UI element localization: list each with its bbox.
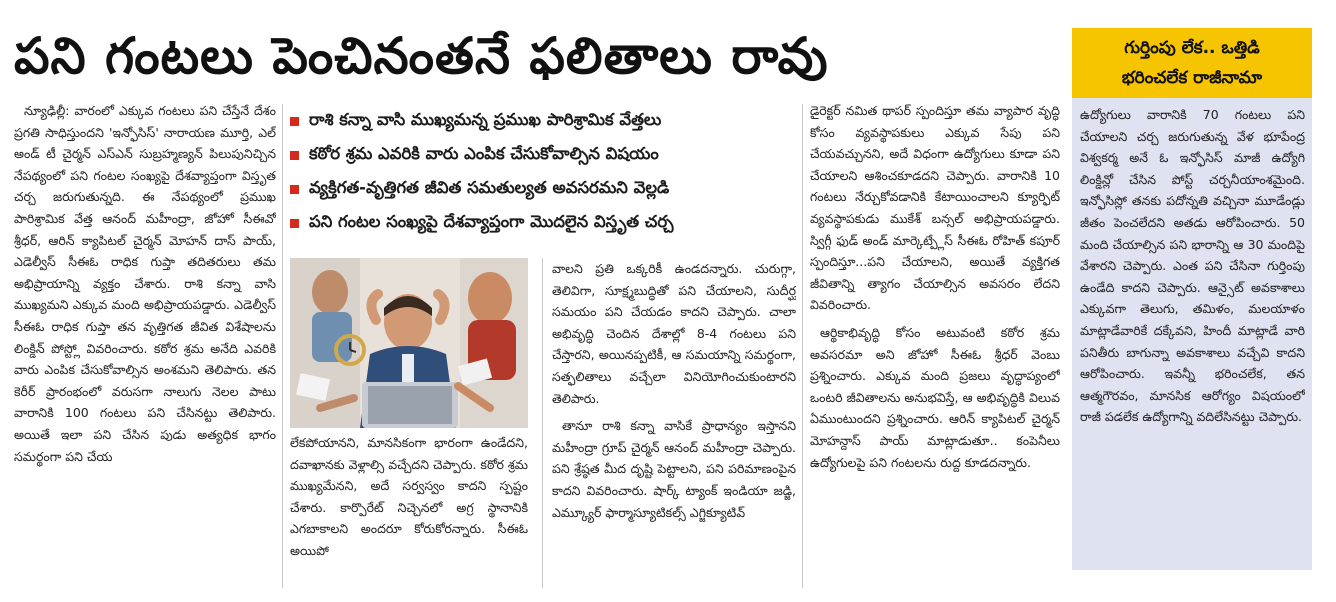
sidebar-title-line-1: గుర్తింపు లేక.. ఒత్తిడి (1124, 38, 1260, 58)
bullet-icon (290, 117, 299, 126)
column-3-text-a: వాలని ప్రతి ఒక్కరికీ ఉండదన్నారు. చురుగ్గా, తెలివిగా, సూక్ష్మబుద్ధితో పని చేయాలని, సుదీర్ఘ సమయం పని చేయడం కాదని చెప్పారు. చాలా అభివృద్ధి చెందిన దేశాల్లో 8-4 గంటలు పని చేస్తారని, అయినప్పటికీ, ఆ సమయాన్ని సమర్థంగా, సత్ఫలితాలు వచ్చేలా వినియోగించుకుంటారని తెలిపారు. (552, 261, 796, 406)
bullet-icon (290, 219, 299, 228)
column-divider (542, 258, 543, 588)
article-column-2 (290, 432, 528, 592)
sidebar-body: ఉద్యోగులు వారానికి 70 గంటలు పని చేయాలని చర్చ జరుగుతున్న వేళ భూపేంద్ర విశ్వకర్మ అనే ఓ ఇన్ఫోసిస్ మాజీ ఉద్యోగి లింక్డిన్లో చేసిన పోస్ట్ చర్చనీయాంశమైంది. ఇన్ఫోసిస్లో తనకు పదోన్నతి వచ్చినా మూడేండ్లు జీతం పెంచలేదని అతడు ఆరోపించారు. 50 మంది చేయాల్సిన పని భారాన్ని ఆ 30 మందిపై వేశారని చెప్పారు. ఎంత పని చేసినా గుర్తింపు ఉండేది కాదని చెప్పారు. ఆన్సైట్ అవకాశాలు ఎక్కువగా తెలుగు, తమిళం, మలయాళం మాట్లాడేవారికే దక్కేవని, హిందీ మాట్లాడే వారి పనితీరు బాగున్నా అవకాశాలు వచ్చేవి కాదని ఆరోపించారు. ఇవన్నీ భరించలేక, తన ఆత్మగౌరవం, మానసిక ఆరోగ్యం విషయంలో రాజీ పడలేక ఉద్యోగాన్ని వదిలేసినట్టు చెప్పారు. (1080, 107, 1305, 425)
highlights-list (290, 104, 795, 254)
bullet-icon (290, 151, 299, 160)
column-2-text: లేకపోయానని, మానసికంగా భారంగా ఉండేదని, దవాఖానకు వెళ్లాల్సి వచ్చేదని చెప్పారు. కఠోర శ్రమ ముఖ్యమేనని, అదే సర్వస్వం కాదని స్పష్టం చేశారు. కార్పొరేట్ నిచ్చెనలో అగ్ర స్థానానికి ఎగబాకాలని అందరూ కోరుకోరన్నారు. సీఈఓ అయిపో (290, 435, 528, 558)
highlight-item: కఠోర శ్రమ ఎవరికి వారు ఎంపిక చేసుకోవాల్సిన విషయం (290, 138, 795, 172)
column-divider (282, 104, 283, 588)
column-divider (802, 104, 803, 588)
highlight-item: వ్యక్తిగత-వృత్తిగత జీవిత సమతుల్యత అవసరమని వెల్లడి (290, 172, 795, 206)
highlight-item: రాశి కన్నా వాసి ముఖ్యమన్న ప్రముఖ పారిశ్రామిక వేత్తలు (290, 104, 795, 138)
sidebar-title (1072, 28, 1312, 98)
column-3-text-b: తానూ రాశి కన్నా వాసికే ప్రాధాన్యం ఇస్తానని మహీంద్రా గ్రూప్ చైర్మన్ ఆనంద్ మహీంద్రా చెప్పారు. పని శ్రేష్ఠత మీద దృష్టి పెట్టాలని, పని పరిమాణంపైన కాదని వివరించారు. షార్క్ ట్యాంక్ ఇండియా జడ్జి, ఎమ్క్యూర్ ఫార్మాస్యూటికల్స్ ఎగ్జిక్యూటివ్ (552, 418, 796, 520)
stressed-worker-illustration-icon (290, 258, 528, 428)
highlight-item: పని గంటల సంఖ్యపై దేశవ్యాప్తంగా మొదలైన విస్తృత చర్చ (290, 206, 795, 240)
article-column-3 (552, 258, 796, 592)
article-column-1 (14, 100, 276, 592)
article-column-4 (810, 100, 1060, 592)
headline: పని గంటలు పెంచినంతనే ఫలితాలు రావు (14, 27, 829, 85)
bullet-icon (290, 185, 299, 194)
sidebar-title-line-2: భరించలేక రాజీనామా (1121, 68, 1263, 88)
article-photo (290, 258, 528, 428)
column-4-text-a: డైరెక్టర్ నమిత థాపర్ స్పందిస్తూ తమ వ్యాపార వృద్ధి కోసం వ్యవస్థాపకులు ఎక్కువ సేపు పని చేయవచ్చునని, అదే విధంగా ఉద్యోగులు కూడా పని చేయాలని ఆశించకూడదని చెప్పారు. వారానికి 10 గంటలు నేర్చుకోవడానికి కేటాయించాలని క్యూర్ఫిట్ వ్యవస్థాపకుడు ముకేశ్ బన్సల్ అభిప్రాయపడ్డారు. స్విగ్గీ ఫుడ్ అండ్ మార్కెట్ప్లేస్ సీఈఓ రోహిత్ కపూర్ స్పందిస్తూ...పని చేయాలని, అయితే వ్యక్తిగత జీవితాన్ని త్యాగం చేయాల్సిన అవసరం లేదని వివరించారు. (810, 103, 1060, 313)
column-1-text: న్యూఢిల్లీ: వారంలో ఎక్కువ గంటలు పని చేస్తేనే దేశం ప్రగతి సాధిస్తుందని 'ఇన్ఫోసిస్' నారాయణ మూర్తి, ఎల్ అండ్ టీ చైర్మన్ ఎస్ఎన్ సుబ్రహ్మణ్యన్ పిలుపునిచ్చిన నేపథ్యంలో పని గంటల సంఖ్యపై దేశవ్యాప్తంగా విస్తృత చర్చ జరుగుతున్నది. ఈ నేపథ్యంలో ప్రముఖ పారిశ్రామిక వేత్త ఆనంద్ మహీంద్రా, జోహో సీఈవో శ్రీధర్, ఆరిన్ క్యాపిటల్ చైర్మన్ మోహన్ దాస్ పాయ్, ఎడెల్వీస్ సీఈఓ రాధిక గుప్తా తదితరులు తమ అభిప్రాయాన్ని వ్యక్తం చేశారు. రాశి కన్నా వాసి ముఖ్యమని ఎక్కువ మంది అభిప్రాయపడ్డారు. ఎడెల్వీస్ సీఈఓ రాధిక గుప్తా తన వృత్తిగత జీవిత విశేషాలను లింక్డిన్ పోస్ట్లో వివరించారు. కఠోర శ్రమ అనేది ఎవరికి వారు ఎంపిక చేసుకోవాల్సిన అంశమని తెలిపారు. తన కెరీర్ ప్రారంభంలో వరుసగా నాలుగు నెలల పాటు వారానికి 100 గంటలు పని చేసినట్టు తెలిపారు. అయితే ఇలా పని చేసిన పుడు అత్యధిక భాగం సమర్థంగా పని చేయ (14, 103, 276, 464)
column-4-text-b: ఆర్థికాభివృద్ధి కోసం అటువంటి కఠోర శ్రమ అవసరమా అని జోహో సీఈఓ శ్రీధర్ వెంబు ప్రశ్నించారు. ఎక్కువ మంది ప్రజలు వృద్ధాప్యంలో ఒంటరి జీవితాలను అనుభవిస్తే, ఆ అభివృద్ధికి విలువ ఏముంటుందని ప్రశ్నించారు. ఆరిన్ క్యాపిటల్ చైర్మన్ మోహన్దాస్ పాయ్ మాట్లాడుతూ.. కంపెనీలు ఉద్యోగులపై పని గంటలను రుద్ద కూడదన్నారు. (810, 324, 1060, 470)
